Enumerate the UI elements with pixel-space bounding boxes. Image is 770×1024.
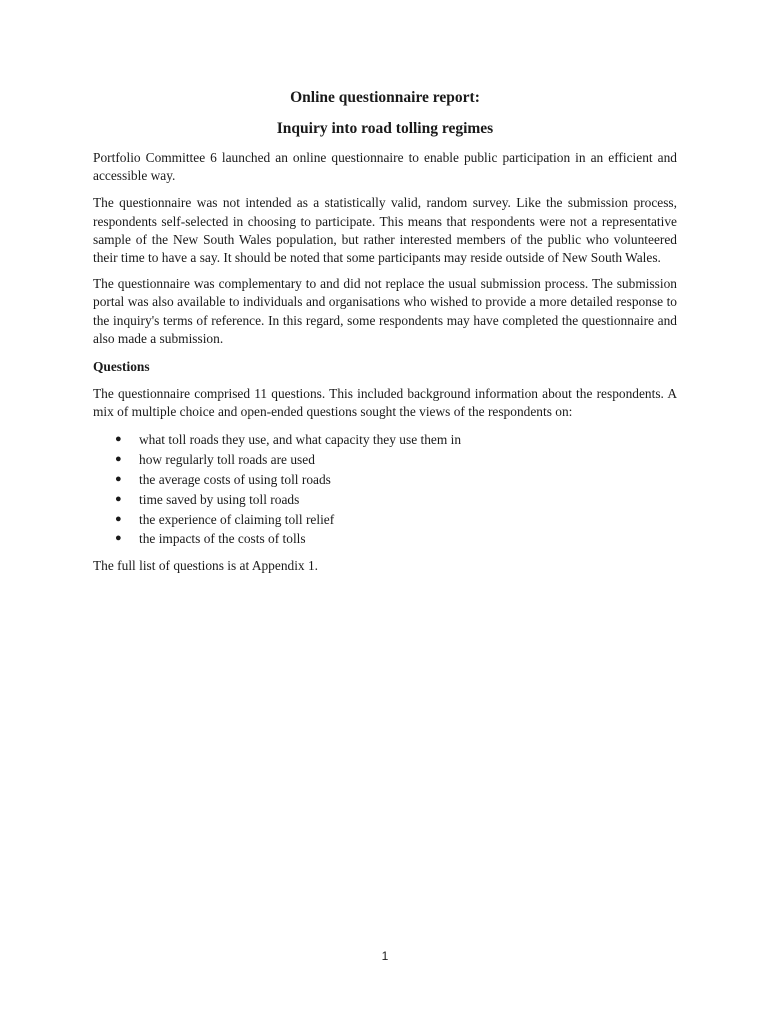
- list-item: [93, 450, 677, 470]
- page-number: 1: [381, 949, 389, 963]
- bullet-icon: ●: [115, 433, 122, 446]
- list-item-text: the experience of claiming toll relief: [139, 511, 335, 527]
- section-heading-questions: Questions: [93, 359, 150, 375]
- bullet-icon: ●: [115, 512, 122, 525]
- list-item: [93, 510, 677, 530]
- bullet-icon: ●: [115, 473, 122, 486]
- list-item-text: what toll roads they use, and what capacity they use them in: [139, 432, 462, 448]
- bullet-icon: ●: [115, 453, 122, 466]
- bullet-icon: ●: [115, 532, 122, 545]
- list-item: [93, 529, 677, 549]
- paragraph-closing: The full list of questions is at Appendix 1.: [93, 558, 319, 574]
- bullet-list: [93, 430, 677, 549]
- bullet-icon: ●: [115, 492, 122, 505]
- paragraph-intro: Portfolio Committee 6 launched an online questionnaire to enable public participation in an efficient and accessible way.: [93, 150, 677, 184]
- document-subtitle: Inquiry into road tolling regimes: [276, 120, 494, 137]
- list-item: [93, 470, 677, 490]
- list-item-text: how regularly toll roads are used: [139, 452, 315, 468]
- list-item-text: the average costs of using toll roads: [139, 472, 331, 488]
- list-item-text: the impacts of the costs of tolls: [139, 531, 306, 547]
- document-body: [93, 88, 677, 575]
- list-item-text: time saved by using toll roads: [139, 491, 300, 507]
- paragraph-survey-validity: The questionnaire was not intended as a statistically valid, random survey. Like the submission process, respondents self-selected in choosing to participate. This means that respondents were not a representative sample of the New South Wales population, but rather interested members of the public who volunteered their time to have a say. It should be noted that some participants may reside outside of New South Wales.: [93, 195, 677, 266]
- paragraph-questions-intro: The questionnaire comprised 11 questions. This included background information about the respondents. A mix of multiple choice and open-ended questions sought the views of the respondents on:: [93, 386, 677, 420]
- list-item: [93, 430, 677, 450]
- document-title: Online questionnaire report:: [290, 89, 480, 106]
- paragraph-submission-process: The questionnaire was complementary to and did not replace the usual submission process. The submission portal was also available to individuals and organisations who wished to provide a more detailed response to the inquiry's terms of reference. In this regard, some respondents may have completed the questionnaire and also made a submission.: [93, 276, 677, 346]
- list-item: [93, 490, 677, 510]
